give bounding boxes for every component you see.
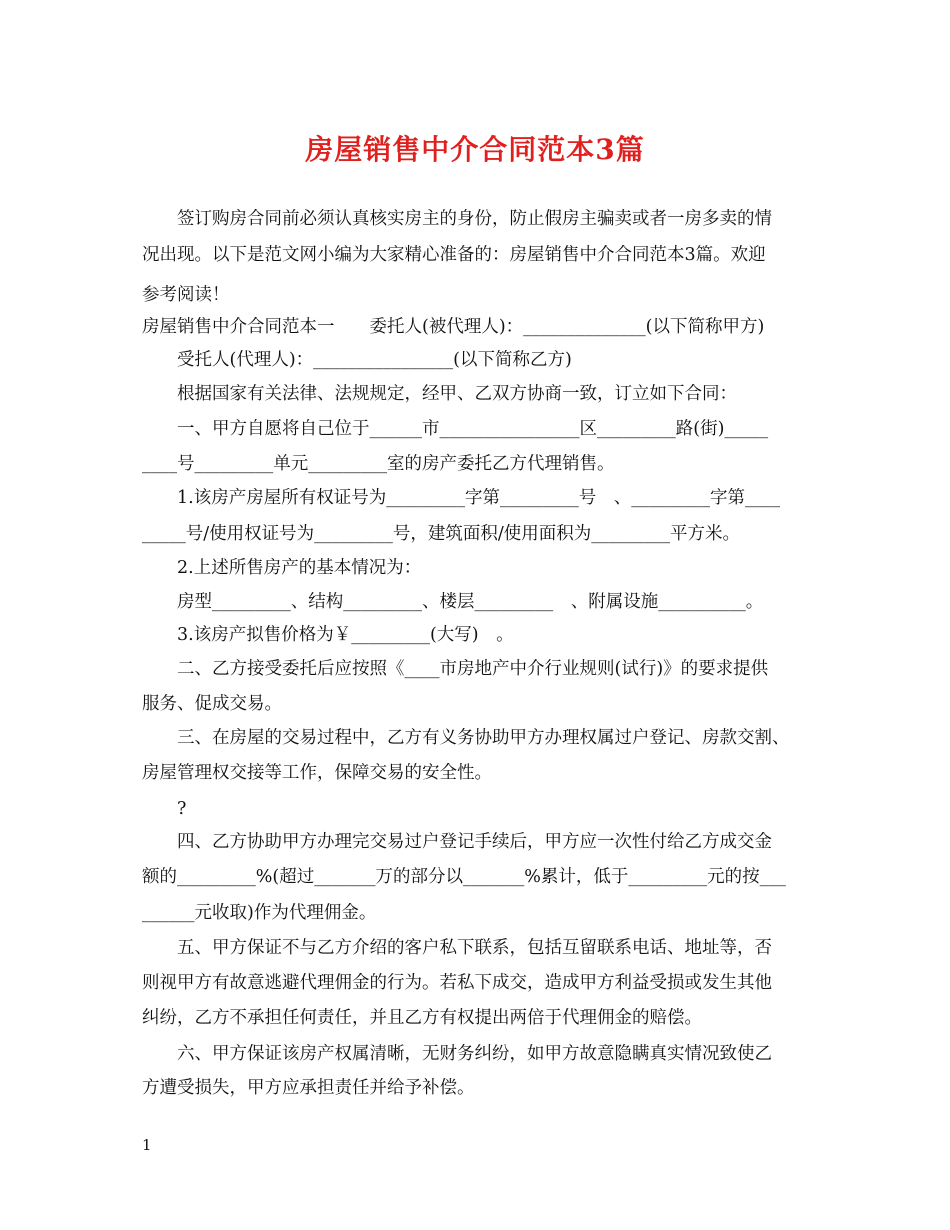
paragraph-line: 四、乙方协助甲方办理完交易过户登记手续后，甲方应一次性付给乙方成交金	[177, 832, 772, 852]
paragraph-line: 根据国家有关法律、法规规定，经甲、乙双方协商一致，订立如下合同：	[177, 384, 737, 404]
paragraph-line: 一、甲方自愿将自己位于______市________________区_________路(街)_____	[177, 419, 769, 439]
paragraph-line: 受托人(代理人)：________________(以下简称乙方)	[177, 350, 572, 370]
paragraph-line: 额的_________%(超过_______万的部分以_______%累计，低于_________元的按___	[142, 867, 786, 887]
paragraph-line: 2.上述所售房产的基本情况为：	[177, 558, 422, 578]
paragraph-line: 则视甲方有故意逃避代理佣金的行为。若私下成交，造成甲方利益受损或发生其他	[142, 973, 772, 993]
paragraph-line: _____号/使用权证号为_________号，建筑面积/使用面积为_________平方米。	[142, 524, 741, 544]
paragraph-line: 1.该房产房屋所有权证号为_________字第_________号 、_________字第____	[177, 488, 780, 508]
paragraph-line: 房屋管理权交接等工作，保障交易的安全性。	[142, 763, 492, 783]
paragraph-line: 五、甲方保证不与乙方介绍的客户私下联系，包括互留联系电话、地址等，否	[177, 938, 772, 958]
paragraph-line: 签订购房合同前必须认真核实房主的身份，防止假房主骗卖或者一房多卖的情	[177, 209, 772, 229]
paragraph-line: 房型_________、结构_________、楼层_________ 、附属设施__________。	[177, 592, 764, 612]
paragraph-line: 纠纷，乙方不承担任何责任，并且乙方有权提出两倍于代理佣金的赔偿。	[142, 1008, 702, 1028]
paragraph-line: 房屋销售中介合同范本一 委托人(被代理人)：______________(以下简称甲方)	[142, 317, 765, 337]
paragraph-line: ____号_________单元_________室的房产委托乙方代理销售。	[142, 454, 615, 474]
document-title: 房屋销售中介合同范本3篇	[305, 133, 645, 166]
paragraph-line: 参考阅读！	[142, 285, 230, 305]
paragraph-line: ______元收取)作为代理佣金。	[142, 903, 377, 923]
paragraph-line: 三、在房屋的交易过程中，乙方有义务协助甲方办理权属过户登记、房款交割、	[177, 728, 790, 748]
paragraph-line: ?	[177, 799, 187, 819]
paragraph-line: 服务、促成交易。	[142, 694, 282, 714]
paragraph-line: 况出现。以下是范文网小编为大家精心准备的：房屋销售中介合同范本3篇。欢迎	[142, 245, 766, 265]
paragraph-line: 3.该房产拟售价格为￥_________(大写) 。	[177, 625, 514, 645]
page-number: 1	[142, 1136, 152, 1154]
paragraph-line: 方遭受损失，甲方应承担责任并给予补偿。	[142, 1078, 475, 1098]
paragraph-line: 二、乙方接受委托后应按照《____市房地产中介行业规则(试行)》的要求提供	[177, 659, 769, 679]
paragraph-line: 六、甲方保证该房产权属清晰，无财务纠纷，如甲方故意隐瞒真实情况致使乙	[177, 1044, 772, 1064]
